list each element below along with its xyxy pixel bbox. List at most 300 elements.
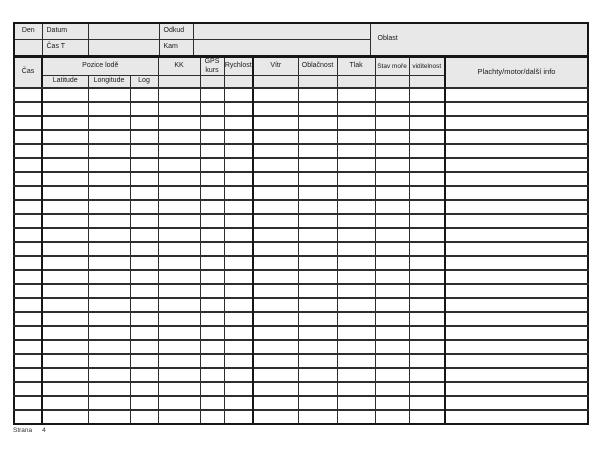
log-row	[14, 340, 588, 354]
log-cell	[224, 102, 253, 116]
log-row	[14, 172, 588, 186]
log-cell	[158, 172, 200, 186]
log-cell	[445, 312, 588, 326]
log-cell	[130, 270, 158, 284]
log-cell	[409, 396, 445, 410]
log-cell	[88, 298, 130, 312]
log-row	[14, 270, 588, 284]
log-cell	[298, 326, 337, 340]
log-cell	[445, 256, 588, 270]
log-cell	[375, 214, 409, 228]
log-cell	[409, 130, 445, 144]
log-cell	[224, 214, 253, 228]
log-cell	[200, 228, 224, 242]
log-table	[13, 56, 589, 425]
log-cell	[130, 382, 158, 396]
log-cell	[298, 284, 337, 298]
log-cell	[158, 158, 200, 172]
log-cell	[224, 340, 253, 354]
log-cell	[224, 368, 253, 382]
log-cell	[253, 284, 298, 298]
log-cell	[130, 326, 158, 340]
log-cell	[375, 256, 409, 270]
log-cell	[375, 102, 409, 116]
log-cell	[88, 382, 130, 396]
log-cell	[130, 172, 158, 186]
log-cell	[158, 186, 200, 200]
log-cell	[298, 340, 337, 354]
page-footer	[13, 427, 46, 434]
log-cell	[224, 116, 253, 130]
log-cell	[409, 214, 445, 228]
log-cell	[253, 382, 298, 396]
log-cell	[14, 410, 42, 424]
log-cell	[375, 158, 409, 172]
log-cell	[253, 354, 298, 368]
log-cell	[375, 396, 409, 410]
log-cell	[445, 270, 588, 284]
log-cell	[224, 144, 253, 158]
col-header-longitude: Longitude	[88, 76, 130, 89]
log-cell	[88, 340, 130, 354]
log-cell	[158, 396, 200, 410]
log-cell	[200, 214, 224, 228]
log-cell	[445, 88, 588, 102]
log-cell	[200, 298, 224, 312]
log-row	[14, 410, 588, 424]
log-cell	[88, 270, 130, 284]
log-cell	[200, 382, 224, 396]
log-cell	[42, 130, 88, 144]
log-cell	[298, 354, 337, 368]
col-header-stav-more: Stav moře	[375, 57, 409, 76]
log-cell	[88, 88, 130, 102]
log-cell	[298, 410, 337, 424]
day-value-cell	[14, 40, 42, 57]
log-cell	[88, 186, 130, 200]
log-cell	[158, 410, 200, 424]
log-cell	[253, 340, 298, 354]
log-cell	[14, 186, 42, 200]
log-cell	[298, 270, 337, 284]
log-cell	[130, 144, 158, 158]
log-cell	[14, 172, 42, 186]
log-cell	[158, 242, 200, 256]
log-cell	[42, 88, 88, 102]
log-row	[14, 200, 588, 214]
log-cell	[337, 396, 375, 410]
log-row	[14, 88, 588, 102]
page-number: 4	[42, 427, 46, 434]
log-cell	[88, 326, 130, 340]
log-cell	[445, 382, 588, 396]
log-cell	[130, 228, 158, 242]
time-label: Čas T	[42, 40, 88, 57]
log-cell	[375, 382, 409, 396]
subheader-empty-rychlost	[224, 76, 253, 89]
col-header-vitr: Vítr	[253, 57, 298, 76]
log-cell	[88, 116, 130, 130]
log-cell	[158, 200, 200, 214]
log-cell	[337, 88, 375, 102]
log-cell	[200, 102, 224, 116]
log-cell	[337, 144, 375, 158]
log-cell	[445, 354, 588, 368]
log-cell	[200, 368, 224, 382]
log-cell	[445, 186, 588, 200]
log-cell	[445, 102, 588, 116]
log-cell	[253, 144, 298, 158]
log-cell	[337, 340, 375, 354]
log-cell	[88, 214, 130, 228]
log-cell	[445, 340, 588, 354]
log-cell	[200, 284, 224, 298]
col-header-position-group: Pozice lodě	[42, 57, 158, 76]
log-cell	[42, 256, 88, 270]
log-cell	[445, 158, 588, 172]
log-cell	[298, 116, 337, 130]
log-cell	[42, 298, 88, 312]
log-cell	[200, 130, 224, 144]
trip-header-block	[13, 22, 589, 57]
log-cell	[224, 312, 253, 326]
log-cell	[158, 214, 200, 228]
log-cell	[409, 312, 445, 326]
log-cell	[14, 144, 42, 158]
log-cell	[14, 242, 42, 256]
log-cell	[337, 130, 375, 144]
subheader-empty-tlak	[337, 76, 375, 89]
log-cell	[200, 410, 224, 424]
log-row	[14, 298, 588, 312]
log-cell	[337, 228, 375, 242]
log-cell	[200, 354, 224, 368]
log-cell	[88, 396, 130, 410]
log-cell	[337, 102, 375, 116]
log-cell	[14, 158, 42, 172]
log-cell	[158, 270, 200, 284]
log-cell	[88, 312, 130, 326]
log-cell	[298, 396, 337, 410]
log-cell	[409, 354, 445, 368]
log-cell	[158, 326, 200, 340]
log-cell	[14, 88, 42, 102]
log-cell	[88, 158, 130, 172]
log-cell	[130, 284, 158, 298]
log-row	[14, 368, 588, 382]
log-cell	[14, 396, 42, 410]
log-cell	[253, 200, 298, 214]
log-cell	[375, 144, 409, 158]
log-cell	[224, 186, 253, 200]
log-cell	[88, 242, 130, 256]
log-cell	[298, 368, 337, 382]
log-cell	[253, 326, 298, 340]
log-cell	[158, 256, 200, 270]
time-value-cell	[88, 40, 159, 57]
log-cell	[42, 172, 88, 186]
log-cell	[200, 256, 224, 270]
log-cell	[375, 312, 409, 326]
log-cell	[375, 410, 409, 424]
log-cell	[42, 326, 88, 340]
log-cell	[224, 242, 253, 256]
log-cell	[337, 116, 375, 130]
log-cell	[409, 102, 445, 116]
log-cell	[253, 214, 298, 228]
log-cell	[409, 382, 445, 396]
log-row	[14, 284, 588, 298]
log-cell	[42, 382, 88, 396]
log-cell	[130, 410, 158, 424]
log-cell	[158, 354, 200, 368]
log-cell	[445, 368, 588, 382]
log-cell	[445, 410, 588, 424]
log-cell	[200, 158, 224, 172]
col-header-kk: KK	[158, 57, 200, 76]
log-cell	[158, 130, 200, 144]
log-cell	[42, 410, 88, 424]
log-cell	[42, 312, 88, 326]
log-cell	[88, 410, 130, 424]
log-cell	[445, 298, 588, 312]
log-cell	[409, 410, 445, 424]
log-cell	[130, 242, 158, 256]
log-cell	[130, 200, 158, 214]
log-cell	[14, 354, 42, 368]
subheader-empty-gps-kurs	[200, 76, 224, 89]
log-cell	[200, 270, 224, 284]
log-cell	[337, 200, 375, 214]
log-cell	[409, 172, 445, 186]
log-cell	[14, 284, 42, 298]
log-cell	[14, 298, 42, 312]
log-cell	[253, 172, 298, 186]
log-cell	[409, 228, 445, 242]
log-cell	[253, 410, 298, 424]
log-cell	[298, 130, 337, 144]
log-cell	[88, 200, 130, 214]
col-header-latitude: Latitude	[42, 76, 88, 89]
log-cell	[224, 158, 253, 172]
log-cell	[224, 172, 253, 186]
log-row	[14, 354, 588, 368]
log-cell	[375, 368, 409, 382]
log-row	[14, 228, 588, 242]
log-cell	[14, 368, 42, 382]
log-cell	[409, 144, 445, 158]
log-cell	[224, 256, 253, 270]
col-header-rychlost: Rychlost	[224, 57, 253, 76]
log-cell	[130, 368, 158, 382]
trip-header-row-1	[14, 23, 588, 40]
log-cell	[224, 382, 253, 396]
log-cell	[298, 186, 337, 200]
log-cell	[42, 144, 88, 158]
log-cell	[224, 396, 253, 410]
log-cell	[253, 270, 298, 284]
log-header-row-main	[14, 57, 588, 76]
log-cell	[224, 88, 253, 102]
log-cell	[253, 368, 298, 382]
log-cell	[445, 242, 588, 256]
log-cell	[158, 88, 200, 102]
log-cell	[42, 368, 88, 382]
log-cell	[375, 186, 409, 200]
log-cell	[200, 186, 224, 200]
log-cell	[158, 368, 200, 382]
log-cell	[337, 214, 375, 228]
log-cell	[88, 256, 130, 270]
log-cell	[200, 396, 224, 410]
log-cell	[14, 312, 42, 326]
log-cell	[130, 186, 158, 200]
log-cell	[14, 382, 42, 396]
log-cell	[337, 270, 375, 284]
log-cell	[409, 242, 445, 256]
date-value-cell	[88, 23, 159, 40]
day-label: Den	[14, 23, 42, 40]
col-header-viditelnost: viditelnost	[409, 57, 445, 76]
log-cell	[298, 312, 337, 326]
log-cell	[130, 354, 158, 368]
log-cell	[88, 228, 130, 242]
log-cell	[375, 130, 409, 144]
log-cell	[375, 270, 409, 284]
log-cell	[88, 144, 130, 158]
col-header-notes: Plachty/motor/další info	[445, 57, 588, 88]
log-cell	[130, 88, 158, 102]
log-cell	[130, 298, 158, 312]
col-header-time: Čas	[14, 57, 42, 88]
log-row	[14, 116, 588, 130]
log-cell	[337, 284, 375, 298]
log-row	[14, 256, 588, 270]
log-cell	[409, 88, 445, 102]
log-cell	[375, 242, 409, 256]
log-cell	[409, 116, 445, 130]
log-cell	[88, 354, 130, 368]
log-cell	[14, 326, 42, 340]
log-cell	[224, 228, 253, 242]
log-cell	[224, 284, 253, 298]
log-row	[14, 382, 588, 396]
log-cell	[298, 88, 337, 102]
log-cell	[224, 200, 253, 214]
log-cell	[298, 228, 337, 242]
log-row	[14, 396, 588, 410]
log-cell	[337, 298, 375, 312]
log-cell	[130, 102, 158, 116]
log-cell	[253, 130, 298, 144]
log-row	[14, 144, 588, 158]
log-cell	[445, 228, 588, 242]
log-cell	[200, 340, 224, 354]
from-label: Odkud	[159, 23, 193, 40]
log-cell	[42, 102, 88, 116]
col-header-gps-kurs: GPS kurs	[200, 57, 224, 76]
log-cell	[298, 382, 337, 396]
log-cell	[158, 116, 200, 130]
log-cell	[42, 116, 88, 130]
log-cell	[42, 228, 88, 242]
log-grid-body	[14, 88, 588, 424]
log-cell	[130, 396, 158, 410]
log-cell	[375, 340, 409, 354]
log-row	[14, 158, 588, 172]
log-cell	[158, 144, 200, 158]
log-cell	[14, 256, 42, 270]
log-cell	[445, 116, 588, 130]
log-cell	[298, 298, 337, 312]
log-cell	[375, 326, 409, 340]
date-label: Datum	[42, 23, 88, 40]
col-header-tlak: Tlak	[337, 57, 375, 76]
area-label: Oblast	[370, 23, 588, 56]
log-cell	[42, 396, 88, 410]
log-cell	[298, 214, 337, 228]
log-cell	[375, 88, 409, 102]
log-cell	[14, 214, 42, 228]
log-cell	[298, 256, 337, 270]
log-cell	[42, 200, 88, 214]
log-cell	[224, 270, 253, 284]
log-cell	[337, 158, 375, 172]
log-cell	[14, 116, 42, 130]
log-row	[14, 312, 588, 326]
log-cell	[14, 130, 42, 144]
log-row	[14, 186, 588, 200]
log-cell	[375, 228, 409, 242]
to-value-cell	[193, 40, 370, 57]
log-cell	[42, 284, 88, 298]
log-cell	[42, 270, 88, 284]
log-cell	[298, 172, 337, 186]
log-cell	[375, 284, 409, 298]
log-cell	[130, 116, 158, 130]
log-cell	[42, 354, 88, 368]
log-cell	[158, 312, 200, 326]
log-cell	[200, 172, 224, 186]
log-cell	[409, 284, 445, 298]
log-cell	[253, 298, 298, 312]
log-cell	[409, 298, 445, 312]
log-row	[14, 214, 588, 228]
log-cell	[337, 312, 375, 326]
subheader-empty-viditelnost	[409, 76, 445, 89]
log-cell	[88, 368, 130, 382]
log-cell	[88, 172, 130, 186]
log-cell	[445, 326, 588, 340]
page-footer-label: Strana	[13, 427, 33, 434]
log-cell	[253, 88, 298, 102]
log-cell	[375, 116, 409, 130]
log-cell	[14, 228, 42, 242]
log-cell	[337, 368, 375, 382]
log-cell	[130, 158, 158, 172]
log-cell	[409, 186, 445, 200]
log-cell	[337, 326, 375, 340]
log-cell	[224, 354, 253, 368]
log-cell	[409, 256, 445, 270]
log-cell	[337, 410, 375, 424]
log-cell	[130, 130, 158, 144]
log-row	[14, 242, 588, 256]
log-cell	[14, 340, 42, 354]
log-cell	[445, 284, 588, 298]
log-cell	[42, 158, 88, 172]
subheader-empty-oblacnost	[298, 76, 337, 89]
